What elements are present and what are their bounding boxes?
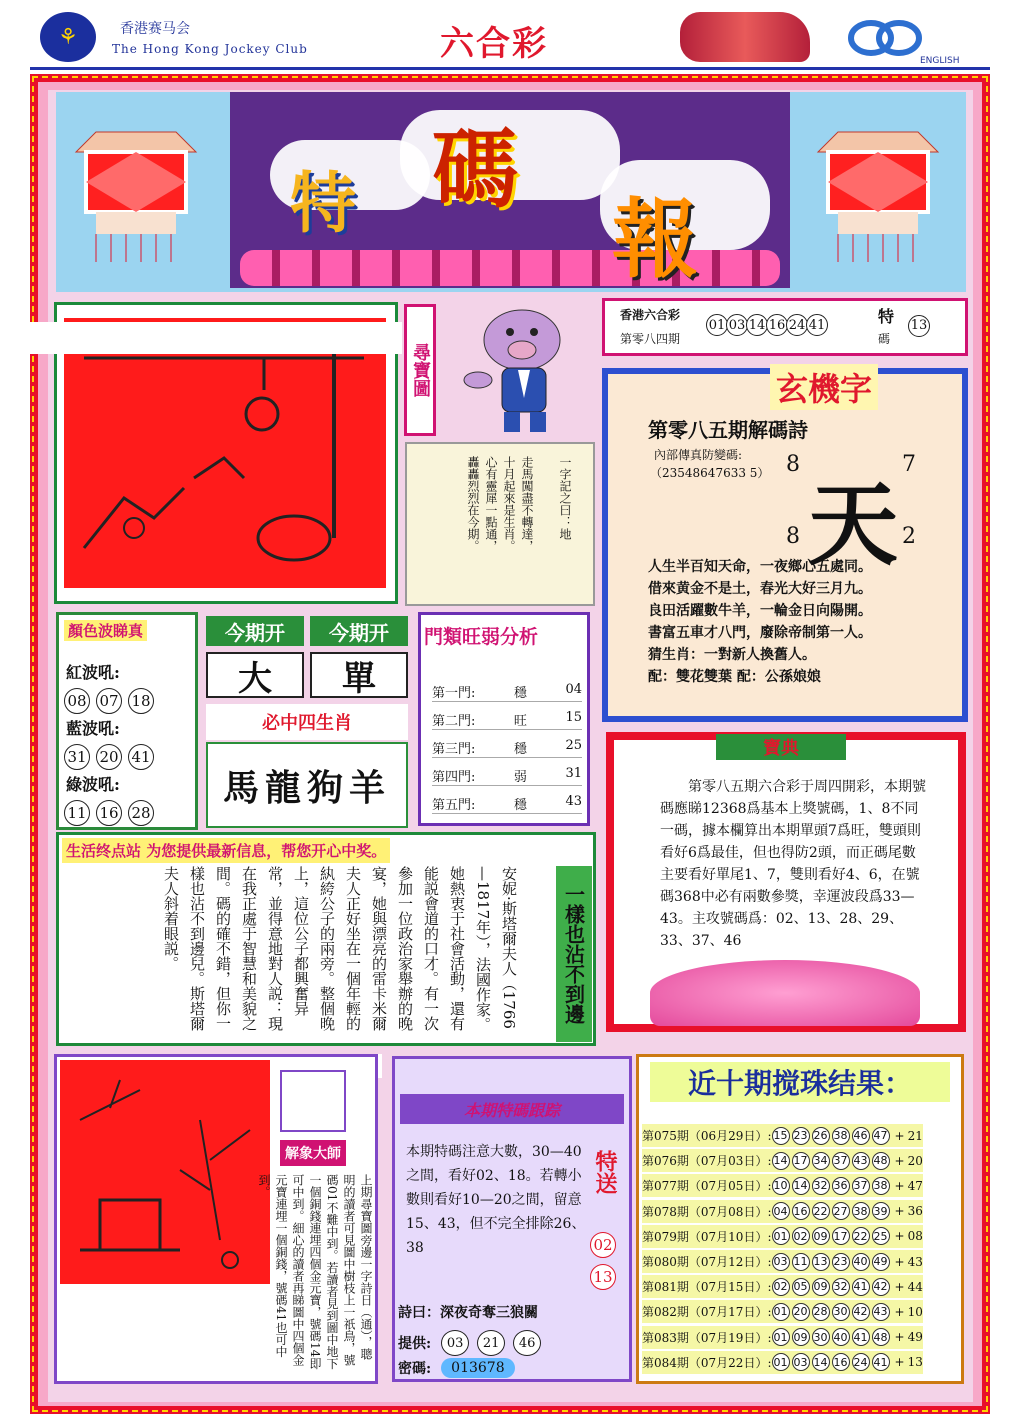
mark-six-logo[interactable] <box>845 20 925 56</box>
mystic-number: 2 <box>902 524 916 549</box>
result-ball: 46 <box>852 1127 870 1145</box>
result-ball: 48 <box>872 1328 890 1346</box>
result-ball: 02 <box>792 1227 810 1245</box>
result-ball: 01 <box>706 314 728 336</box>
blue-wave-balls <box>64 744 160 770</box>
recent-result-row <box>642 1200 923 1223</box>
recent-result-row <box>642 1149 923 1172</box>
decode-poem-title: 第零八五期解碼詩 <box>648 418 808 442</box>
plus-sign: + <box>894 1178 905 1193</box>
special-number: 44 <box>907 1279 923 1294</box>
result-ball: 30 <box>812 1328 830 1346</box>
wave-ball: 08 <box>64 688 90 714</box>
door-state: 穩 <box>513 798 527 813</box>
result-ball: 09 <box>812 1278 830 1296</box>
treasure-book-title: 寶典 <box>716 734 846 760</box>
door-row <box>432 794 582 814</box>
door-state: 穩 <box>513 742 527 757</box>
green-wave-balls <box>64 800 160 826</box>
wave-ball: 20 <box>96 744 122 770</box>
treasure-book-text: 第零八五期六合彩于周四開彩，本期號碼應睇12368爲基本上獎號碼，1、8不同一碼，據本欄算出本期單頭7爲旺，雙頭則看好6爲最佳，但也得防2頭，而正碼尾數主要看好單尾1、7，雙則看好4、6，在號碼368中必有兩數參獎，幸運波段爲33—43。主攻號碼爲：02、13、28、29、33、37、46 <box>660 779 926 949</box>
door-number: 43 <box>565 794 582 809</box>
special-number: 21 <box>907 1128 923 1143</box>
result-ball: 22 <box>852 1227 870 1245</box>
treasure-map-label: 尋寶圖 <box>404 304 436 436</box>
gift-ball: 13 <box>590 1264 616 1290</box>
door-analysis-title: 門類旺弱分析 <box>424 626 539 648</box>
result-ball: 16 <box>832 1353 850 1371</box>
door-number: 04 <box>565 682 582 697</box>
result-ball: 14 <box>746 314 768 336</box>
english-link[interactable]: ENGLISH <box>920 56 960 66</box>
result-ball: 40 <box>832 1328 850 1346</box>
special-number: 13 <box>907 1355 923 1370</box>
result-ball: 05 <box>792 1278 810 1296</box>
door-number: 15 <box>565 710 582 725</box>
door-row <box>432 738 582 758</box>
poem-line: 配：雙花雙葉 配：公孫娘娘 <box>648 669 821 685</box>
special-ball-value: 13 <box>908 315 930 337</box>
wave-ball: 41 <box>128 744 154 770</box>
treasure-map-image <box>64 318 386 588</box>
special-number: 20 <box>907 1153 923 1168</box>
recent-result-row <box>642 1351 923 1374</box>
result-ball: 03 <box>772 1253 790 1271</box>
result-ball: 16 <box>766 314 788 336</box>
white-strip <box>30 322 402 354</box>
door-state: 穩 <box>513 686 527 701</box>
pig-mascot-icon <box>460 300 590 440</box>
result-ball: 16 <box>792 1202 810 1220</box>
result-ball: 01 <box>772 1328 790 1346</box>
plus-sign: + <box>894 1153 905 1168</box>
news-side-title: 一樣也沾不到邊 <box>556 866 592 1042</box>
password-row <box>398 1358 515 1378</box>
special-number: 08 <box>907 1229 923 1244</box>
poem-line: 猜生肖：一對新人換舊人。 <box>648 647 816 663</box>
result-ball: 26 <box>812 1127 830 1145</box>
result-ball: 09 <box>812 1227 830 1245</box>
result-ball: 01 <box>772 1227 790 1245</box>
provide-label: 提供: <box>398 1336 432 1352</box>
door-name: 第二門: <box>432 714 476 729</box>
plus-sign: + <box>894 1355 905 1370</box>
result-ball: 32 <box>812 1177 830 1195</box>
plus-sign: + <box>894 1330 905 1345</box>
recent-result-row <box>642 1326 923 1349</box>
special-number: 36 <box>907 1204 923 1219</box>
period-label: 第079期（07月10日）: <box>642 1229 772 1244</box>
period-label: 第081期（07月15日）: <box>642 1280 772 1295</box>
scroll-line-5: 轟轟烈烈在今期。 <box>466 456 480 552</box>
red-wave-label: 紅波吼: <box>66 663 120 682</box>
result-ball: 28 <box>812 1303 830 1321</box>
result-ball: 41 <box>852 1328 870 1346</box>
lantern-left-icon <box>66 112 206 272</box>
special-gift-label: 特送 <box>592 1150 618 1194</box>
four-zodiac-title: 必中四生肖 <box>206 704 408 740</box>
lantern-right-icon <box>808 112 948 272</box>
provide-ball: 03 <box>441 1330 469 1356</box>
lotus-image <box>650 960 920 1026</box>
poem-scroll <box>405 442 595 606</box>
result-ball: 14 <box>812 1353 830 1371</box>
red-wave-balls <box>64 688 160 714</box>
banner-title-char-2: 碼 <box>432 119 518 220</box>
result-ball: 41 <box>806 314 828 336</box>
result-ball: 49 <box>872 1253 890 1271</box>
period-label: 第080期（07月12日）: <box>642 1255 772 1269</box>
result-ball: 23 <box>792 1127 810 1145</box>
result-ball: 02 <box>772 1278 790 1296</box>
result-ball: 20 <box>792 1303 810 1321</box>
result-ball: 37 <box>852 1177 870 1195</box>
recent-result-row <box>642 1225 923 1248</box>
plus-sign: + <box>894 1204 905 1219</box>
result-ball: 36 <box>832 1177 850 1195</box>
result-ball: 04 <box>772 1202 790 1220</box>
mystic-number: 7 <box>902 452 916 477</box>
green-wave-label: 綠波吼: <box>66 775 120 794</box>
decode-poem-lines <box>648 556 872 688</box>
explain-title: 解象大師 <box>280 1140 346 1166</box>
result-ball: 24 <box>852 1353 870 1371</box>
result-ball: 17 <box>792 1152 810 1170</box>
explain-text: 上期尋寶圖旁邊一字詩日（通），聰明的讀者可見圖中樹枝上一祇鳥，號碼01不難中到。若讀者見到圖中地下一個銅錢連埋四個金元寶，號碼14即可中到。細心的讀者再睇圖中四個金元寶連埋一個銅錢，號碼41也可中到。 <box>257 1174 373 1370</box>
this-period-head: 今期开 <box>310 616 408 646</box>
door-number: 25 <box>565 738 582 753</box>
result-ball: 48 <box>872 1152 890 1170</box>
poem-line: 良田活躍數牛羊，一輪金日向陽開。 <box>648 603 872 619</box>
recent-result-row <box>642 1300 923 1323</box>
blue-wave-label: 藍波吼: <box>66 719 120 738</box>
product-title: 六合彩 <box>440 24 548 64</box>
gift-ball: 02 <box>590 1232 616 1258</box>
poem-line: 人生半百知天命，一夜鄉心五處同。 <box>648 559 872 575</box>
odd-even-value: 單 <box>310 652 408 698</box>
scroll-line-1: 一字記之曰：地 <box>558 456 572 540</box>
result-ball: 41 <box>872 1353 890 1371</box>
special-number: 47 <box>907 1178 923 1193</box>
result-ball: 01 <box>772 1303 790 1321</box>
mystic-number: 8 <box>786 524 800 549</box>
this-period-head: 今期开 <box>206 616 304 646</box>
plus-sign: + <box>894 1229 905 1244</box>
provide-ball: 21 <box>477 1330 505 1356</box>
last-result-name: 香港六合彩 <box>620 308 681 322</box>
password-label: 密碼: <box>398 1361 432 1377</box>
door-row <box>432 682 582 702</box>
special-ball <box>908 314 928 337</box>
plus-sign: + <box>894 1279 905 1294</box>
period-label: 第076期（07月03日）: <box>642 1154 772 1169</box>
last-result-period: 第零八四期 <box>620 332 681 346</box>
result-ball: 47 <box>872 1127 890 1145</box>
wave-ball: 16 <box>96 800 122 826</box>
plus-sign: + <box>894 1304 905 1319</box>
period-label: 第084期（07月22日）: <box>642 1355 772 1370</box>
period-label: 第082期（07月17日）: <box>642 1305 772 1320</box>
recent-results-title: 近十期搅珠结果： <box>650 1062 950 1102</box>
period-label: 第077期（07月05日）: <box>642 1179 772 1194</box>
colour-wave-title: 顏色波睇真 <box>64 620 147 641</box>
banner-title-char-3: 報 <box>612 189 698 290</box>
wave-ball: 28 <box>128 800 154 826</box>
result-ball: 40 <box>852 1253 870 1271</box>
special-tracking-title: 本期特碼跟踪 <box>400 1094 624 1124</box>
result-ball: 43 <box>852 1152 870 1170</box>
period-label: 第083期（07月19日）: <box>642 1330 772 1345</box>
result-ball: 32 <box>832 1278 850 1296</box>
provide-ball: 46 <box>513 1330 541 1356</box>
result-ball: 38 <box>852 1202 870 1220</box>
result-ball: 41 <box>852 1278 870 1296</box>
result-ball: 15 <box>772 1127 790 1145</box>
special-tracking-text: 本期特碼注意大數，30—40之間，看好02、18。若轉小數則看好10—20之間，留意15、43，但不完全排除26、38 <box>406 1144 586 1256</box>
banner-title-char-1: 特 <box>290 164 356 242</box>
result-ball: 24 <box>786 314 808 336</box>
door-state: 弱 <box>513 770 527 785</box>
fax-label: 內部傳真防變碼: <box>654 448 743 462</box>
door-name: 第五門: <box>432 798 476 813</box>
treasure-map-drawing <box>64 318 386 588</box>
hkjc-logo[interactable]: ⚘ <box>40 12 96 62</box>
book-icon <box>280 1070 346 1132</box>
four-zodiac: 馬龍狗羊 <box>206 742 408 828</box>
door-row <box>432 766 582 786</box>
result-ball: 25 <box>872 1227 890 1245</box>
horses-image <box>680 12 810 62</box>
special-label-2: 碼 <box>878 332 891 346</box>
news-body: 安妮·斯塔爾夫人（1766—1817年），法國作家。她熱衷于社會活動，還有能説會道的口才。有一次參加一位政治家舉辦的晚宴，她與漂亮的雷卡米爾夫人正好坐在一個年輕的紈絝公子的兩旁。整個晚上，這位公子都興奮异常，並得意地對人説：現在我正處于智慧和美貌之間。碼的確不錯，但你一樣也沾不到邊兒。斯塔爾夫人斜着眼説。 <box>162 866 518 1032</box>
wave-ball: 18 <box>128 688 154 714</box>
special-number: 49 <box>907 1330 923 1345</box>
recent-result-row <box>642 1174 923 1197</box>
scroll-line-3: 十月起來是生肖。 <box>502 456 516 552</box>
plus-sign: + <box>894 1128 905 1143</box>
result-ball: 42 <box>852 1303 870 1321</box>
special-number: 10 <box>907 1304 923 1319</box>
result-ball: 13 <box>812 1253 830 1271</box>
result-ball: 01 <box>772 1353 790 1371</box>
poem-line: 書富五車才八門，廢除帝制第一人。 <box>648 625 872 641</box>
result-ball: 17 <box>832 1227 850 1245</box>
password-value: 013678 <box>441 1358 514 1378</box>
lotus-petals <box>240 250 780 286</box>
result-ball: 27 <box>832 1202 850 1220</box>
result-ball: 10 <box>772 1177 790 1195</box>
result-ball: 22 <box>812 1202 830 1220</box>
result-ball: 11 <box>792 1253 810 1271</box>
result-ball: 03 <box>792 1353 810 1371</box>
mystic-number: 8 <box>786 452 800 477</box>
door-name: 第四門: <box>432 770 476 785</box>
provide-row <box>398 1330 539 1356</box>
door-name: 第三門: <box>432 742 476 757</box>
recent-result-row <box>642 1124 923 1147</box>
result-ball: 03 <box>726 314 748 336</box>
big-small-value: 大 <box>206 652 304 698</box>
recent-result-row <box>642 1275 923 1298</box>
org-name-cn: 香港赛马会 <box>120 21 190 37</box>
wave-ball: 11 <box>64 800 90 826</box>
door-number: 31 <box>565 766 582 781</box>
poem-line: 借來黄金不是土，春光大好三月九。 <box>648 581 872 597</box>
door-row <box>432 710 582 730</box>
last-result-balls <box>706 314 826 336</box>
mystic-char-title: 玄機字 <box>770 364 878 410</box>
result-ball: 39 <box>872 1202 890 1220</box>
result-ball: 14 <box>792 1177 810 1195</box>
result-ball: 37 <box>832 1152 850 1170</box>
result-ball: 09 <box>792 1328 810 1346</box>
result-ball: 42 <box>872 1278 890 1296</box>
news-header: 生活终点站 为您提供最新信息，帮您开心中奖。 <box>62 838 390 863</box>
result-ball: 14 <box>772 1152 790 1170</box>
scroll-line-4: 心有靈犀一點通， <box>484 456 498 552</box>
fax-number: （23548647633 5） <box>650 466 770 480</box>
wave-ball: 07 <box>96 688 122 714</box>
poem-line: 詩曰：深夜奇奪三狼關 <box>398 1305 538 1321</box>
plus-sign: + <box>894 1254 905 1269</box>
result-ball: 34 <box>812 1152 830 1170</box>
recent-result-row <box>642 1250 923 1273</box>
result-ball: 38 <box>832 1127 850 1145</box>
period-label: 第075期（06月29日）: <box>642 1129 772 1143</box>
scroll-line-2: 走馬闖盡不轉達， <box>520 456 534 552</box>
door-name: 第一門: <box>432 686 476 701</box>
result-ball: 38 <box>872 1177 890 1195</box>
mystic-char: 天 <box>808 472 898 578</box>
period-label: 第078期（07月08日）: <box>642 1204 772 1219</box>
org-name-en: The Hong Kong Jockey Club <box>112 42 308 56</box>
special-number: 43 <box>907 1254 923 1269</box>
result-ball: 23 <box>832 1253 850 1271</box>
result-ball: 30 <box>832 1303 850 1321</box>
door-state: 旺 <box>513 714 527 729</box>
wave-ball: 31 <box>64 744 90 770</box>
result-ball: 43 <box>872 1303 890 1321</box>
special-label: 特 <box>878 307 895 326</box>
